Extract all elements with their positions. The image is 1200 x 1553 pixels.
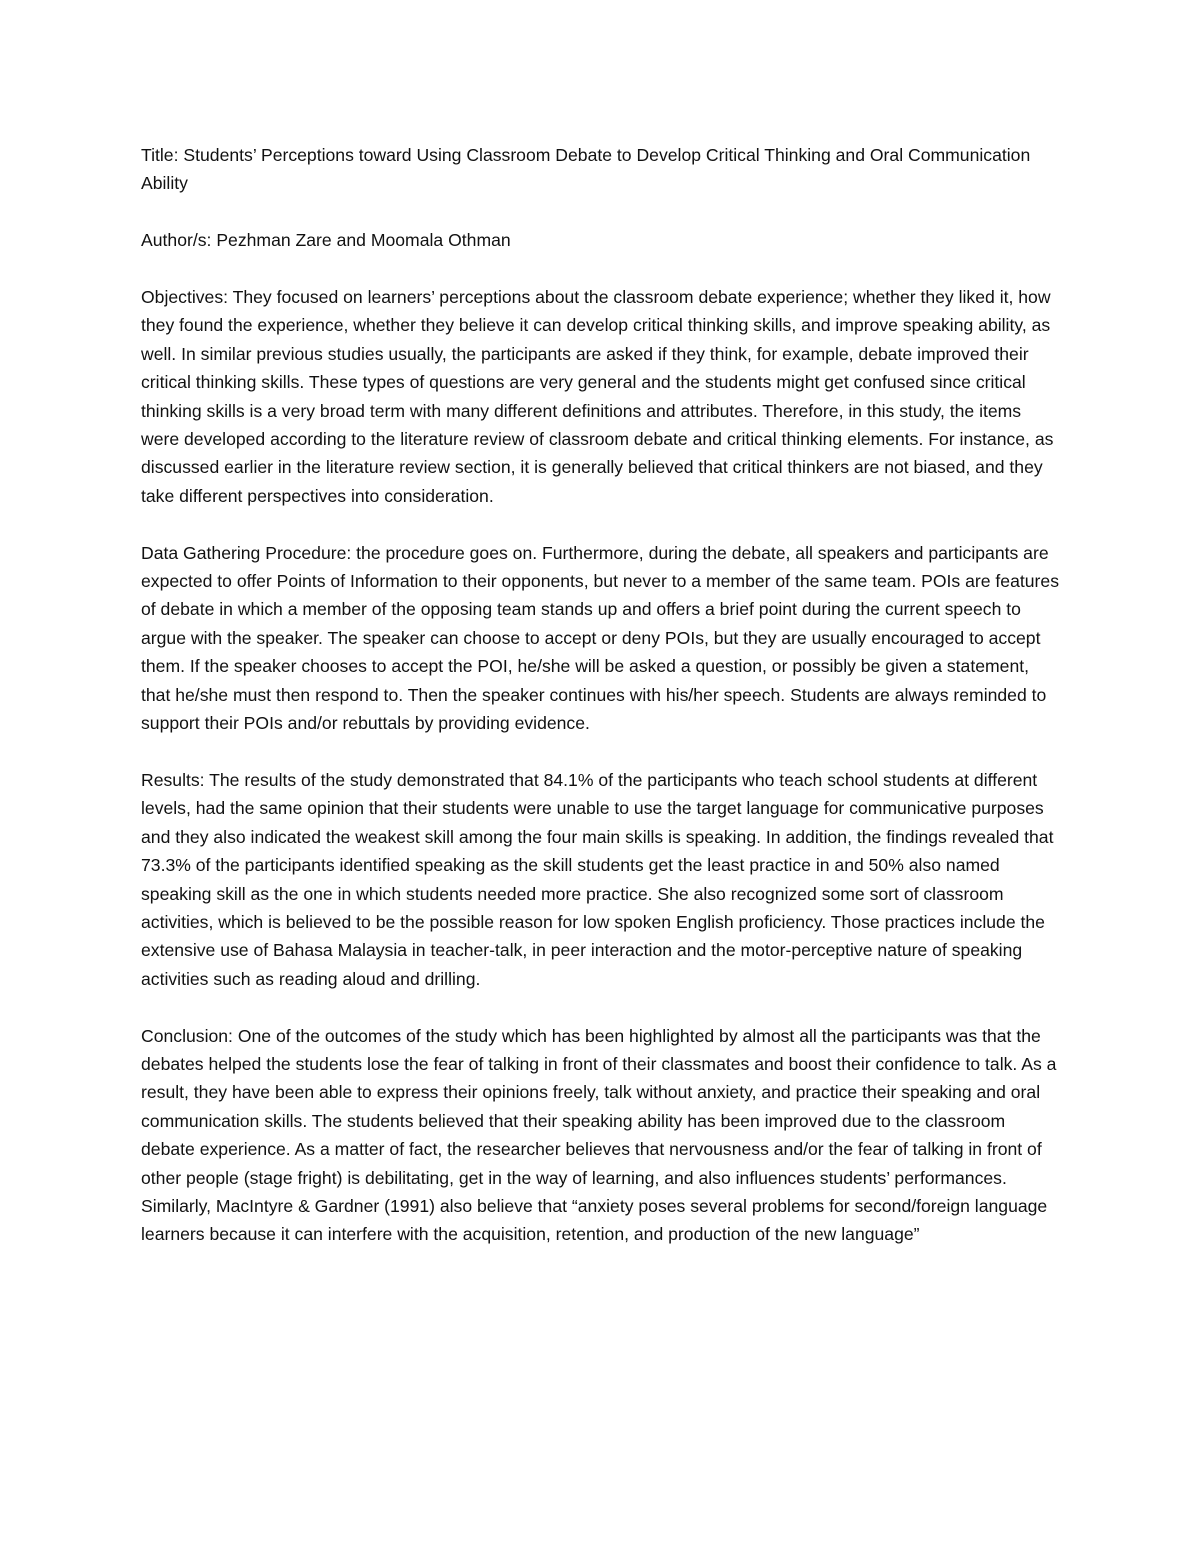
- title-label: Title:: [141, 145, 179, 165]
- authors-label: Author/s:: [141, 230, 212, 251]
- conclusion-text: One of the outcomes of the study which has been highlighted by almost all the participants was that the debates helped the students lose the fear of talking in front of their classmates and boost their confidence to talk. As a result, they have been able to express their opinions freely, talk without anxiety, and practice their speaking and oral communication skills. The students believed that their speaking ability has been improved due to the classroom debate experience. As a matter of fact, the researcher believes that nervousness and/or the fear of talking in front of other people (stage fright) is debilitating, get in the way of learning, and also influences students’ performances. Similarly, MacIntyre & Gardner (1991) also believe that “anxiety poses several problems for second/foreign language learners because it can interfere with the acquisition, retention, and production of the new language”: [141, 1025, 1057, 1245]
- conclusion-paragraph: [141, 1022, 1061, 1249]
- results-text: The results of the study demonstrated that 84.1% of the participants who teach school students at different levels, had the same opinion that their students were unable to use the target language for communicative purposes and they also indicated the weakest skill among the four main skills is speaking. In addition, the findings revealed that 73.3% of the participants identified speaking as the skill students get the least practice in and 50% also named speaking skill as the one in which students needed more practice. She also recognized some sort of classroom activities, which is believed to be the possible reason for low spoken English proficiency. Those practices include the extensive use of Bahasa Malaysia in teacher-talk, in peer interaction and the motor-perceptive nature of speaking activities such as reading aloud and drilling.: [141, 769, 1054, 989]
- authors-paragraph: [141, 226, 1061, 254]
- conclusion-label: Conclusion:: [141, 1025, 233, 1046]
- objectives-text: They focused on learners’ perceptions about the classroom debate experience; whether they liked it, how they found the experience, whether they believe it can develop critical thinking skills, and improve speaking ability, as well. In similar previous studies usually, the participants are asked if they think, for example, debate improved their critical thinking skills. These types of questions are very general and the students might get confused since critical thinking skills is a very broad term with many different definitions and attributes. Therefore, in this study, the items were developed according to the literature review of classroom debate and critical thinking elements. For instance, as discussed earlier in the literature review section, it is generally believed that critical thinkers are not biased, and they take different perspectives into consideration.: [141, 287, 1054, 506]
- authors-text: Pezhman Zare and Moomala Othman: [216, 230, 511, 251]
- procedure-text: the procedure goes on. Furthermore, during the debate, all speakers and participants are expected to offer Points of Information to their opponents, but never to a member of the same team. POIs are features of debate in which a member of the opposing team stands up and offers a brief point during the current speech to argue with the speaker. The speaker can choose to accept or deny POIs, but they are usually encouraged to accept them. If the speaker chooses to accept the POI, he/she will be asked a question, or possibly be given a statement, that he/she must then respond to. Then the speaker continues with his/her speech. Students are always reminded to support their POIs and/or rebuttals by providing evidence.: [141, 542, 1064, 734]
- objectives-label: Objectives:: [141, 287, 229, 307]
- document-page: [141, 141, 1064, 1277]
- results-paragraph: [141, 766, 1061, 993]
- objectives-paragraph: [141, 283, 1061, 510]
- results-label: Results:: [141, 769, 205, 790]
- title-paragraph: [141, 141, 1061, 198]
- title-text: Students’ Perceptions toward Using Classroom Debate to Develop Critical Thinking and Oral Communication Ability: [141, 145, 1031, 194]
- procedure-paragraph: [141, 539, 1064, 738]
- procedure-label: Data Gathering Procedure:: [141, 542, 352, 563]
